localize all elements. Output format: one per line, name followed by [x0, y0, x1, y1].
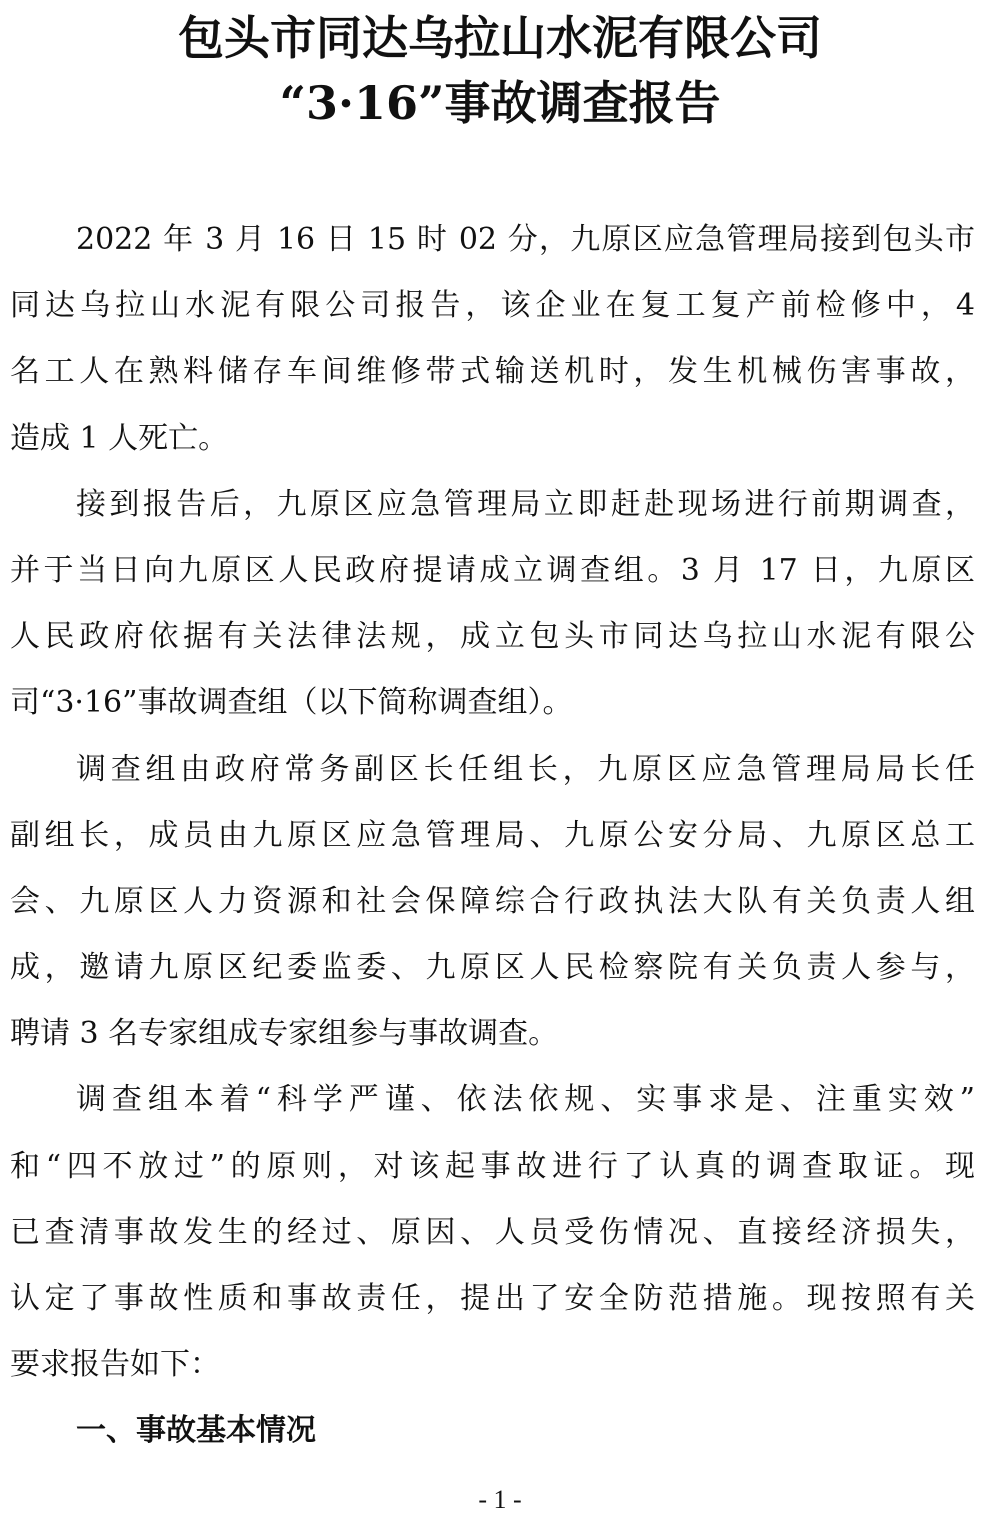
- paragraph-line: 认定了事故性质和事故责任，提出了安全防范措施。现按照有关: [10, 1281, 975, 1316]
- paragraph-line: 调查组本着“科学严谨、依法依规、实事求是、注重实效”: [76, 1082, 975, 1118]
- paragraph-line: 人民政府依据有关法律法规，成立包头市同达乌拉山水泥有限公: [10, 619, 975, 655]
- document-title-line-1: 包头市同达乌拉山水泥有限公司: [178, 11, 822, 65]
- paragraph-line: 名工人在熟料储存车间维修带式输送机时，发生机械伤害事故，: [10, 354, 975, 390]
- paragraph-line: 副组长，成员由九原区应急管理局、九原公安分局、九原区总工: [10, 817, 975, 853]
- paragraph-line: 同达乌拉山水泥有限公司报告，该企业在复工复产前检修中，4: [10, 288, 975, 324]
- document-title-line-2: “3·16”事故调查报告: [279, 76, 721, 130]
- paragraph-line: 造成 1 人死亡。: [10, 420, 229, 456]
- document-body: [10, 207, 975, 1465]
- paragraph-line: 聘请 3 名专家组成专家组参与事故调查。: [10, 1016, 559, 1052]
- paragraph-line: 和“四不放过”的原则，对该起事故进行了认真的调查取证。现: [10, 1148, 975, 1184]
- paragraph-line: 成，邀请九原区纪委监委、九原区人民检察院有关负责人参与，: [10, 950, 975, 986]
- paragraph-line: 要求报告如下：: [10, 1347, 220, 1383]
- paragraph-line: 会、九原区人力资源和社会保障综合行政执法大队有关负责人组: [10, 883, 975, 919]
- paragraph-line: 已查清事故发生的经过、原因、人员受伤情况、直接经济损失，: [10, 1214, 975, 1250]
- paragraph-line: 接到报告后，九原区应急管理局立即赶赴现场进行前期调查，: [76, 486, 975, 522]
- paragraph-line: 2022 年 3 月 16 日 15 时 02 分，九原区应急管理局接到包头市: [76, 222, 975, 257]
- paragraph-line: 并于当日向九原区人民政府提请成立调查组。3 月 17 日，九原区: [10, 552, 975, 588]
- section-heading: 一、事故基本情况: [76, 1413, 316, 1449]
- paragraph-line: 调查组由政府常务副区长任组长，九原区应急管理局局长任: [76, 751, 975, 787]
- paragraph-line: 司“3·16”事故调查组（以下简称调查组）。: [10, 685, 573, 721]
- page-number: - 1 -: [478, 1485, 522, 1514]
